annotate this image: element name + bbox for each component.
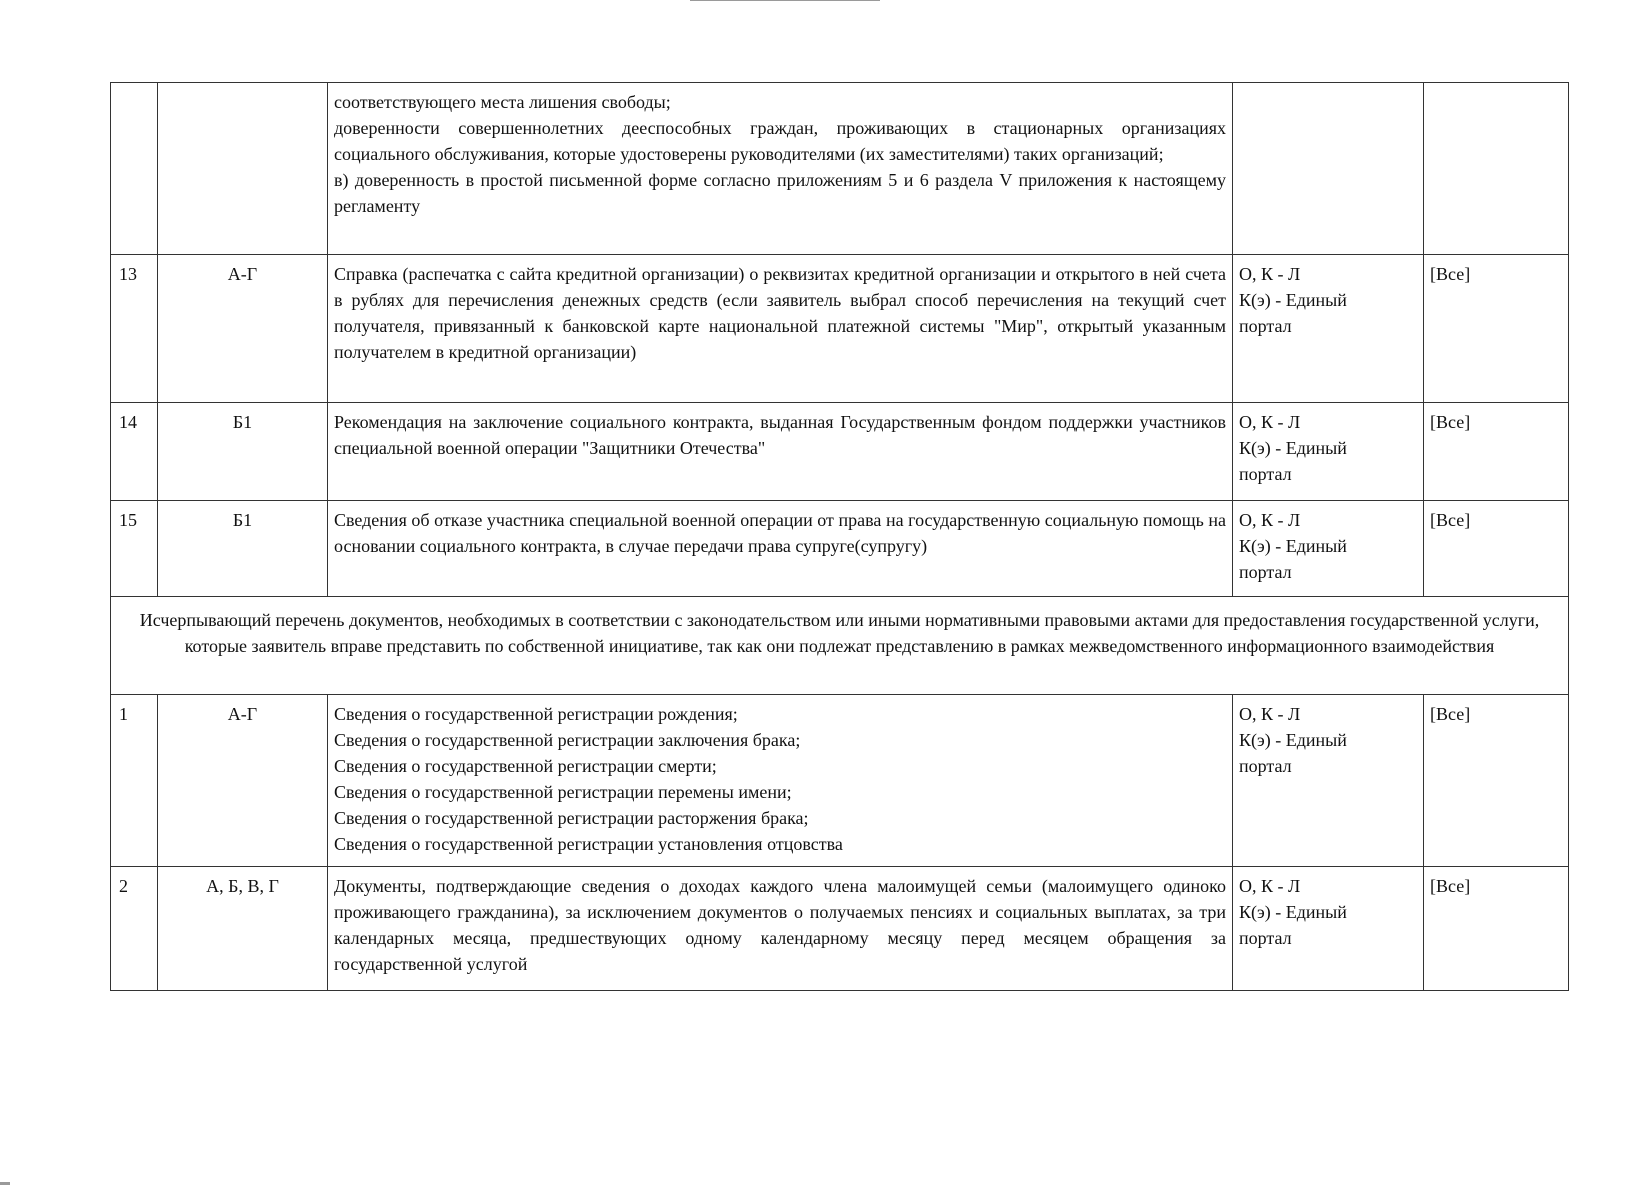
document-line: Сведения о государственной регистрации рождения; bbox=[334, 704, 738, 724]
submission-line: портал bbox=[1239, 316, 1292, 336]
cell-document bbox=[328, 83, 1233, 255]
row-document bbox=[328, 695, 1233, 867]
submission-line: К(э) - Единый bbox=[1239, 730, 1347, 750]
row-submission bbox=[1233, 403, 1424, 501]
document-line: Сведения о государственной регистрации перемены имени; bbox=[334, 782, 792, 802]
row-category: А-Г bbox=[158, 255, 328, 403]
document-line: доверенности совершеннолетних дееспособных граждан, проживающих в стационарных организациях социального обслуживания, которые удостоверены руководителями (их заместителями) таких организаций; bbox=[334, 118, 1226, 164]
submission-line: портал bbox=[1239, 928, 1292, 948]
submission-line: портал bbox=[1239, 464, 1292, 484]
row-document: Рекомендация на заключение социального контракта, выданная Государственным фондом поддержки участников специальной военной операции "Защитники Отечества" bbox=[328, 403, 1233, 501]
row-category: А-Г bbox=[158, 695, 328, 867]
table-row-continuation bbox=[111, 83, 1569, 255]
submission-line: О, К - Л bbox=[1239, 412, 1301, 432]
section-heading-row bbox=[111, 597, 1569, 695]
row-applicants: [Все] bbox=[1424, 501, 1569, 597]
submission-line: К(э) - Единый bbox=[1239, 438, 1347, 458]
row-number: 14 bbox=[111, 403, 158, 501]
row-submission bbox=[1233, 255, 1424, 403]
row-applicants: [Все] bbox=[1424, 255, 1569, 403]
scan-artifact-left bbox=[0, 1182, 10, 1185]
submission-line: О, К - Л bbox=[1239, 264, 1301, 284]
table-row bbox=[111, 403, 1569, 501]
table-row bbox=[111, 867, 1569, 991]
row-category: Б1 bbox=[158, 501, 328, 597]
submission-line: О, К - Л bbox=[1239, 876, 1301, 896]
table-row bbox=[111, 501, 1569, 597]
submission-line: К(э) - Единый bbox=[1239, 902, 1347, 922]
row-applicants: [Все] bbox=[1424, 867, 1569, 991]
row-document: Справка (распечатка с сайта кредитной организации) о реквизитах кредитной организации и открытого в ней счета в рублях для перечисления денежных средств (если заявитель выбрал способ перечисления на текущий счет получателя, привязанный к банковской карте национальной платежной системы "Мир", открытый указанным получателем в кредитной организации) bbox=[328, 255, 1233, 403]
document-line: соответствующего места лишения свободы; bbox=[334, 92, 671, 112]
row-category: А, Б, В, Г bbox=[158, 867, 328, 991]
row-number: 15 bbox=[111, 501, 158, 597]
submission-line: портал bbox=[1239, 562, 1292, 582]
submission-line: портал bbox=[1239, 756, 1292, 776]
section-heading: Исчерпывающий перечень документов, необходимых в соответствии с законодательством или иными нормативными правовыми актами для предоставления государственной услуги, которые заявитель вправе представить по собственной инициативе, так как они подлежат представлению в рамках межведомственного информационного взаимодействия bbox=[111, 597, 1569, 695]
row-submission bbox=[1233, 695, 1424, 867]
cell-category bbox=[158, 83, 328, 255]
document-line: Сведения о государственной регистрации расторжения брака; bbox=[334, 808, 809, 828]
row-applicants: [Все] bbox=[1424, 403, 1569, 501]
row-category: Б1 bbox=[158, 403, 328, 501]
cell-num bbox=[111, 83, 158, 255]
submission-line: О, К - Л bbox=[1239, 704, 1301, 724]
submission-line: К(э) - Единый bbox=[1239, 290, 1347, 310]
document-line: Сведения о государственной регистрации установления отцовства bbox=[334, 834, 843, 854]
submission-line: К(э) - Единый bbox=[1239, 536, 1347, 556]
documents-table bbox=[110, 82, 1569, 991]
row-number: 1 bbox=[111, 695, 158, 867]
row-submission bbox=[1233, 501, 1424, 597]
cell-applicants bbox=[1424, 83, 1569, 255]
document-line: Сведения о государственной регистрации смерти; bbox=[334, 756, 717, 776]
table-row bbox=[111, 695, 1569, 867]
row-document: Документы, подтверждающие сведения о доходах каждого члена малоимущей семьи (малоимущего одиноко проживающего гражданина), за исключением документов о получаемых пенсиях и социальных выплатах, за три календарных месяца, предшествующих одному календарному месяцу перед месяцем обращения за государственной услугой bbox=[328, 867, 1233, 991]
row-number: 2 bbox=[111, 867, 158, 991]
table-row bbox=[111, 255, 1569, 403]
document-line: Сведения о государственной регистрации заключения брака; bbox=[334, 730, 801, 750]
cell-submission bbox=[1233, 83, 1424, 255]
row-submission bbox=[1233, 867, 1424, 991]
row-document: Сведения об отказе участника специальной военной операции от права на государственную социальную помощь на основании социального контракта, в случае передачи права супруге(супругу) bbox=[328, 501, 1233, 597]
row-number: 13 bbox=[111, 255, 158, 403]
scan-artifact-top bbox=[690, 0, 880, 1]
document-line: в) доверенность в простой письменной форме согласно приложениям 5 и 6 раздела V приложения к настоящему регламенту bbox=[334, 170, 1226, 216]
submission-line: О, К - Л bbox=[1239, 510, 1301, 530]
row-applicants: [Все] bbox=[1424, 695, 1569, 867]
